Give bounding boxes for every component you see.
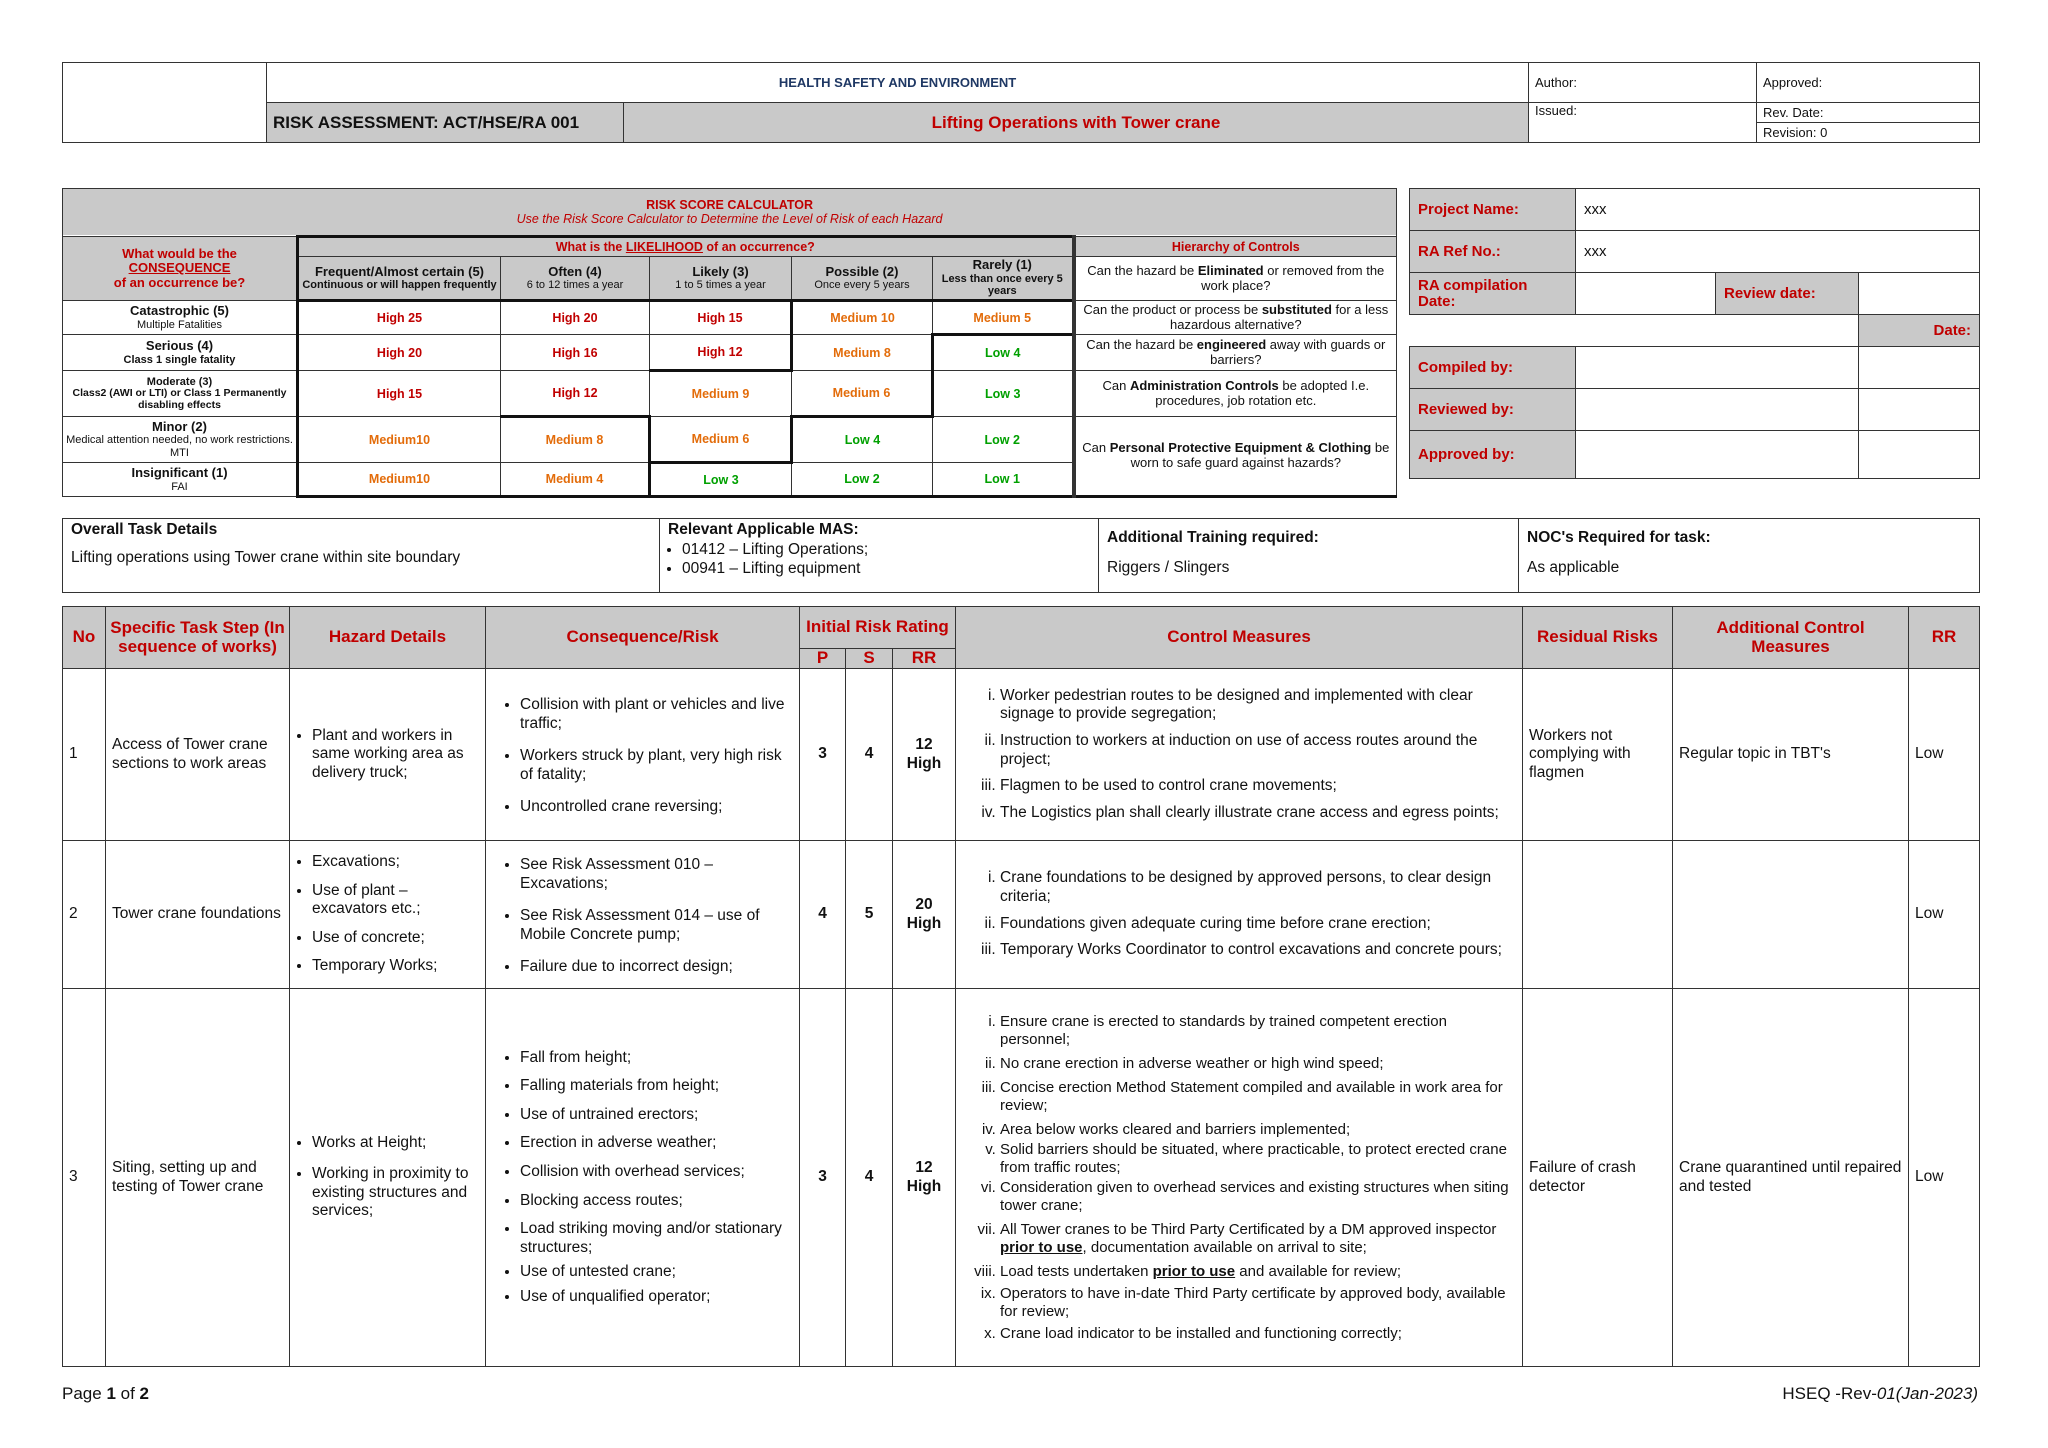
control-item: ii. Foundations given adequate curing time before crane erection; bbox=[1000, 915, 1516, 934]
row-no: 2 bbox=[63, 841, 106, 989]
control-emphasis: prior to use bbox=[1000, 1238, 1083, 1256]
row-s: 5 bbox=[846, 841, 893, 989]
matrix-cell: Low 4 bbox=[792, 417, 933, 463]
consequence-4-sub: Class 1 single fatality bbox=[123, 353, 236, 366]
consequence-item: • Failure due to incorrect design; bbox=[520, 958, 793, 977]
matrix-cell: High 25 bbox=[298, 301, 501, 335]
calculator-title: RISK SCORE CALCULATOR bbox=[646, 198, 813, 212]
consequence-item: • See Risk Assessment 014 – use of Mobile Concrete pump; bbox=[520, 907, 793, 944]
matrix-cell: Medium 8 bbox=[792, 335, 933, 371]
matrix-cell: Low 1 bbox=[933, 463, 1074, 497]
likelihood-4-sub: 6 to 12 times a year bbox=[526, 279, 624, 292]
hierarchy-item-engineer bbox=[1074, 335, 1397, 371]
risk-table bbox=[62, 606, 1980, 1367]
row-residual: Workers not complying with flagmen bbox=[1523, 669, 1673, 841]
matrix-cell: Medium 6 bbox=[650, 417, 792, 463]
compilation-date-label: RA compilation Date: bbox=[1410, 273, 1576, 315]
matrix-cell: Medium 9 bbox=[650, 371, 792, 417]
matrix-cell: Medium 8 bbox=[501, 417, 650, 463]
table-row bbox=[63, 669, 1980, 841]
consequence-question-line-3: of an occurrence be? bbox=[113, 274, 246, 290]
rr-number: 12 bbox=[915, 1158, 933, 1176]
col-initial-rating: Initial Risk Rating bbox=[800, 607, 956, 649]
control-item: i. Ensure crane is erected to standards by trained competent erection personnel; bbox=[1000, 1013, 1516, 1049]
col-control: Control Measures bbox=[956, 607, 1523, 669]
col-rr: RR bbox=[1909, 607, 1980, 669]
matrix-cell: Low 2 bbox=[933, 417, 1074, 463]
training-cell bbox=[1099, 519, 1519, 593]
likelihood-2 bbox=[792, 257, 933, 301]
row-s: 4 bbox=[846, 669, 893, 841]
project-name-value: xxx bbox=[1576, 189, 1980, 231]
control-item: iv. Area below works cleared and barriers implemented; bbox=[1000, 1121, 1516, 1139]
row-consequences bbox=[486, 841, 800, 989]
consequence-item: • Erection in adverse weather; bbox=[520, 1134, 793, 1153]
consequence-item: • See Risk Assessment 010 – Excavations; bbox=[520, 856, 793, 893]
reviewed-by-date bbox=[1859, 389, 1980, 431]
total-pages: 2 bbox=[139, 1384, 149, 1403]
col-step: Specific Task Step (In sequence of works) bbox=[106, 607, 290, 669]
consequence-1-sub: FAI bbox=[171, 480, 188, 493]
hierarchy-text: Can bbox=[1082, 440, 1110, 456]
hierarchy-item-substitute bbox=[1074, 301, 1397, 335]
rev-date-field: Rev. Date: bbox=[1757, 103, 1980, 123]
hazard-item: • Use of plant – excavators etc.; bbox=[312, 882, 479, 919]
control-item: iii. Concise erection Method Statement compiled and available in work area for review; bbox=[1000, 1079, 1516, 1115]
hierarchy-keyword: Personal Protective Equipment & Clothing bbox=[1109, 440, 1372, 456]
control-item: iv. The Logistics plan shall clearly illustrate crane access and egress points; bbox=[1000, 804, 1516, 823]
matrix-cell: Medium 6 bbox=[792, 371, 933, 417]
date-spacer bbox=[1410, 315, 1859, 347]
row-additional: Regular topic in TBT's bbox=[1673, 669, 1909, 841]
ra-ref-label: RA Ref No.: bbox=[1410, 231, 1576, 273]
likelihood-question-c: of an occurrence? bbox=[702, 240, 815, 254]
likelihood-2-sub: Once every 5 years bbox=[814, 279, 910, 292]
consequence-5-main: Catastrophic (5) bbox=[130, 303, 229, 319]
approved-by-value bbox=[1576, 431, 1859, 479]
consequence-1-main: Insignificant (1) bbox=[131, 465, 228, 481]
likelihood-4-main: Often (4) bbox=[548, 263, 602, 279]
consequence-item: • Falling materials from height; bbox=[520, 1077, 793, 1096]
likelihood-question-b: LIKELIHOOD bbox=[625, 240, 703, 254]
hierarchy-title: Hierarchy of Controls bbox=[1074, 237, 1397, 257]
row-controls bbox=[956, 989, 1523, 1367]
consequence-item: • Use of unqualified operator; bbox=[520, 1288, 793, 1307]
mas-list bbox=[668, 541, 1090, 578]
row-additional: Crane quarantined until repaired and tested bbox=[1673, 989, 1909, 1367]
approved-by-label: Approved by: bbox=[1410, 431, 1576, 479]
likelihood-4 bbox=[501, 257, 650, 301]
control-item: ii. No crane erection in adverse weather or high wind speed; bbox=[1000, 1055, 1516, 1073]
row-s: 4 bbox=[846, 989, 893, 1367]
hierarchy-text: away with guards or barriers? bbox=[1210, 336, 1386, 367]
matrix-cell: High 20 bbox=[298, 335, 501, 371]
consequence-3 bbox=[63, 371, 298, 417]
hierarchy-keyword: Administration Controls bbox=[1129, 377, 1279, 393]
row-rr-initial bbox=[893, 841, 956, 989]
hierarchy-item-ppe bbox=[1074, 417, 1397, 497]
revision-footer bbox=[1782, 1384, 1978, 1404]
control-item: v. Solid barriers should be situated, where practicable, to protect erected crane from traffic routes; bbox=[1000, 1141, 1516, 1177]
consequence-item: • Collision with overhead services; bbox=[520, 1163, 793, 1182]
noc-label: NOC's Required for task: bbox=[1527, 529, 1711, 546]
row-rr-initial bbox=[893, 989, 956, 1367]
document-header bbox=[62, 62, 1980, 143]
consequence-item: • Use of untested crane; bbox=[520, 1263, 793, 1282]
mas-item: • 00941 – Lifting equipment bbox=[682, 560, 1090, 578]
table-row bbox=[63, 989, 1980, 1367]
consequence-5 bbox=[63, 301, 298, 335]
likelihood-1 bbox=[933, 257, 1074, 301]
row-hazards bbox=[290, 669, 486, 841]
consequence-1 bbox=[63, 463, 298, 497]
compiled-by-value bbox=[1576, 347, 1859, 389]
mas-cell bbox=[660, 519, 1099, 593]
hazard-item: • Use of concrete; bbox=[312, 929, 479, 948]
consequence-question-line-2: CONSEQUENCE bbox=[128, 260, 231, 276]
col-no: No bbox=[63, 607, 106, 669]
matrix-cell: Low 4 bbox=[933, 335, 1074, 371]
mas-item: • 01412 – Lifting Operations; bbox=[682, 541, 1090, 559]
likelihood-5-sub: Continuous or will happen frequently bbox=[302, 279, 497, 292]
control-text: and available for review; bbox=[1235, 1262, 1402, 1280]
row-p: 3 bbox=[800, 669, 846, 841]
hierarchy-text: for a less hazardous alternative? bbox=[1170, 301, 1389, 332]
logo-placeholder bbox=[63, 63, 267, 143]
hierarchy-text: be worn to safe guard against hazards? bbox=[1130, 440, 1390, 470]
likelihood-3 bbox=[650, 257, 792, 301]
review-date-label: Review date: bbox=[1716, 273, 1859, 315]
likelihood-2-main: Possible (2) bbox=[825, 263, 899, 279]
consequence-2 bbox=[63, 417, 298, 463]
hierarchy-keyword: Eliminated bbox=[1197, 262, 1264, 278]
row-consequences bbox=[486, 669, 800, 841]
page-label: Page bbox=[62, 1384, 107, 1403]
consequence-item: • Workers struck by plant, very high risk of fatality; bbox=[520, 747, 793, 784]
row-consequences bbox=[486, 989, 800, 1367]
likelihood-3-main: Likely (3) bbox=[692, 263, 749, 279]
consequence-item: • Fall from height; bbox=[520, 1049, 793, 1068]
hazard-item: • Working in proximity to existing structures and services; bbox=[312, 1165, 479, 1221]
matrix-cell: Medium 4 bbox=[501, 463, 650, 497]
revision-prefix: HSEQ -Rev- bbox=[1782, 1384, 1877, 1403]
control-text: , documentation available on arrival to site; bbox=[1082, 1238, 1367, 1256]
row-hazards bbox=[290, 841, 486, 989]
overall-task-cell bbox=[63, 519, 660, 593]
compiled-by-date bbox=[1859, 347, 1980, 389]
ra-ref-value: xxx bbox=[1576, 231, 1980, 273]
col-rr-initial: RR bbox=[893, 649, 956, 669]
control-item: x. Crane load indicator to be installed and functioning correctly; bbox=[1000, 1325, 1516, 1343]
reviewed-by-value bbox=[1576, 389, 1859, 431]
calculator-title-block bbox=[63, 189, 1397, 237]
control-item: ii. Instruction to workers at induction on use of access routes around the project; bbox=[1000, 732, 1516, 769]
control-emphasis: prior to use bbox=[1152, 1262, 1236, 1280]
noc-value: As applicable bbox=[1527, 559, 1620, 576]
matrix-cell: High 12 bbox=[501, 371, 650, 417]
likelihood-question-a: What is the bbox=[555, 240, 626, 254]
issued-field: Issued: bbox=[1529, 103, 1757, 143]
likelihood-1-sub: Less than once every 5 years bbox=[941, 272, 1063, 298]
control-item: vi. Consideration given to overhead services and existing structures when siting tower crane; bbox=[1000, 1179, 1516, 1215]
hazard-item: • Plant and workers in same working area as delivery truck; bbox=[312, 727, 479, 783]
consequence-2-main: Minor (2) bbox=[152, 418, 207, 434]
row-additional bbox=[1673, 841, 1909, 989]
consequence-item: • Load striking moving and/or stationary structures; bbox=[520, 1220, 793, 1257]
hierarchy-text: or removed from the work place? bbox=[1201, 262, 1385, 293]
risk-assessment-ref: RISK ASSESSMENT: ACT/HSE/RA 001 bbox=[267, 103, 624, 143]
hierarchy-text: Can the hazard be bbox=[1087, 262, 1198, 278]
matrix-cell: High 15 bbox=[298, 371, 501, 417]
row-rr: Low bbox=[1909, 841, 1980, 989]
row-rr: Low bbox=[1909, 989, 1980, 1367]
matrix-cell: High 12 bbox=[650, 335, 792, 371]
col-p: P bbox=[800, 649, 846, 669]
approved-by-date bbox=[1859, 431, 1980, 479]
approved-field: Approved: bbox=[1757, 63, 1980, 103]
compiled-by-label: Compiled by: bbox=[1410, 347, 1576, 389]
consequence-3-main: Moderate (3) bbox=[146, 375, 213, 388]
overall-task-value: Lifting operations using Tower crane within site boundary bbox=[71, 549, 461, 566]
hierarchy-item-administration bbox=[1074, 371, 1397, 417]
calculator-subtitle: Use the Risk Score Calculator to Determine the Level of Risk of each Hazard bbox=[516, 212, 943, 226]
training-label: Additional Training required: bbox=[1107, 529, 1319, 546]
control-item: iii. Temporary Works Coordinator to control excavations and concrete pours; bbox=[1000, 941, 1516, 960]
matrix-cell: Medium10 bbox=[298, 463, 501, 497]
training-value: Riggers / Slingers bbox=[1107, 559, 1230, 576]
matrix-cell: High 15 bbox=[650, 301, 792, 335]
consequence-3-sub: Class2 (AWI or LTI) or Class 1 Permanently disabling effects bbox=[72, 386, 287, 411]
hierarchy-item-eliminate bbox=[1074, 257, 1397, 301]
likelihood-question bbox=[298, 237, 1074, 257]
task-details bbox=[62, 518, 1980, 593]
hierarchy-text: Can bbox=[1102, 377, 1130, 393]
author-field: Author: bbox=[1529, 63, 1757, 103]
likelihood-3-sub: 1 to 5 times a year bbox=[675, 279, 766, 292]
hazard-item: • Excavations; bbox=[312, 853, 479, 872]
compilation-date-value bbox=[1576, 273, 1716, 315]
revision-code: 01(Jan-2023) bbox=[1876, 1384, 1978, 1403]
control-text: All Tower cranes to be Third Party Certificated by a DM approved inspector bbox=[1000, 1220, 1497, 1238]
control-item bbox=[1000, 1263, 1516, 1281]
col-additional: Additional Control Measures bbox=[1673, 607, 1909, 669]
control-item: i. Crane foundations to be designed by approved persons, to clear design criteria; bbox=[1000, 869, 1516, 906]
matrix-cell: Medium 5 bbox=[933, 301, 1074, 335]
row-step: Siting, setting up and testing of Tower crane bbox=[106, 989, 290, 1367]
consequence-2-sub: Medical attention needed, no work restrictions. MTI bbox=[66, 434, 293, 459]
project-name-label: Project Name: bbox=[1410, 189, 1576, 231]
hierarchy-text: Can the hazard be bbox=[1086, 336, 1197, 352]
matrix-cell: Low 3 bbox=[650, 463, 792, 497]
control-item: iii. Flagmen to be used to control crane movements; bbox=[1000, 777, 1516, 796]
department-title: HEALTH SAFETY AND ENVIRONMENT bbox=[267, 63, 1529, 103]
row-hazards bbox=[290, 989, 486, 1367]
row-controls bbox=[956, 669, 1523, 841]
matrix-cell: Low 2 bbox=[792, 463, 933, 497]
document-title: Lifting Operations with Tower crane bbox=[624, 103, 1529, 143]
col-s: S bbox=[846, 649, 893, 669]
consequence-item: • Use of untrained erectors; bbox=[520, 1106, 793, 1125]
row-step: Access of Tower crane sections to work areas bbox=[106, 669, 290, 841]
hazard-item: • Temporary Works; bbox=[312, 957, 479, 976]
row-p: 4 bbox=[800, 841, 846, 989]
consequence-item: • Uncontrolled crane reversing; bbox=[520, 798, 793, 817]
row-residual bbox=[1523, 841, 1673, 989]
consequence-question-line-1: What would be the bbox=[122, 245, 237, 261]
rr-number: 12 bbox=[915, 735, 933, 753]
row-no: 1 bbox=[63, 669, 106, 841]
rr-number: 20 bbox=[915, 895, 933, 913]
page-number bbox=[62, 1384, 149, 1404]
matrix-cell: High 16 bbox=[501, 335, 650, 371]
revision-field: Revision: 0 bbox=[1757, 123, 1980, 143]
overall-task-label: Overall Task Details bbox=[71, 521, 218, 538]
row-step: Tower crane foundations bbox=[106, 841, 290, 989]
rr-level: High bbox=[906, 1177, 942, 1195]
matrix-cell: Medium10 bbox=[298, 417, 501, 463]
control-text: Load tests undertaken bbox=[1000, 1262, 1153, 1280]
rr-level: High bbox=[906, 754, 942, 772]
row-no: 3 bbox=[63, 989, 106, 1367]
hierarchy-keyword: substituted bbox=[1261, 301, 1332, 317]
consequence-item: • Blocking access routes; bbox=[520, 1192, 793, 1211]
row-controls bbox=[956, 841, 1523, 989]
risk-score-calculator bbox=[62, 188, 1397, 498]
hazard-item: • Works at Height; bbox=[312, 1134, 479, 1153]
consequence-item: • Collision with plant or vehicles and live traffic; bbox=[520, 696, 793, 733]
hierarchy-text: Can the product or process be bbox=[1083, 301, 1262, 317]
control-item: ix. Operators to have in-date Third Party certificate by approved body, available for review; bbox=[1000, 1285, 1516, 1321]
table-row bbox=[63, 841, 1980, 989]
consequence-4 bbox=[63, 335, 298, 371]
consequence-4-main: Serious (4) bbox=[145, 338, 214, 354]
review-date-value bbox=[1859, 273, 1980, 315]
consequence-question bbox=[63, 237, 298, 301]
matrix-cell: Low 3 bbox=[933, 371, 1074, 417]
rr-level: High bbox=[906, 914, 942, 932]
row-rr: Low bbox=[1909, 669, 1980, 841]
col-hazard: Hazard Details bbox=[290, 607, 486, 669]
hierarchy-text: be adopted I.e. procedures, job rotation etc. bbox=[1155, 377, 1370, 408]
row-p: 3 bbox=[800, 989, 846, 1367]
consequence-5-sub: Multiple Fatalities bbox=[137, 318, 222, 331]
reviewed-by-label: Reviewed by: bbox=[1410, 389, 1576, 431]
matrix-cell: Medium 10 bbox=[792, 301, 933, 335]
row-rr-initial bbox=[893, 669, 956, 841]
current-page: 1 bbox=[106, 1384, 116, 1403]
col-consequence: Consequence/Risk bbox=[486, 607, 800, 669]
control-item: i. Worker pedestrian routes to be designed and implemented with clear signage to provide segregation; bbox=[1000, 687, 1516, 724]
mas-label: Relevant Applicable MAS: bbox=[668, 521, 859, 538]
likelihood-1-main: Rarely (1) bbox=[972, 257, 1032, 273]
date-label: Date: bbox=[1859, 315, 1980, 347]
col-residual: Residual Risks bbox=[1523, 607, 1673, 669]
likelihood-5-main: Frequent/Almost certain (5) bbox=[314, 263, 485, 279]
hierarchy-keyword: engineered bbox=[1196, 336, 1267, 352]
matrix-cell: High 20 bbox=[501, 301, 650, 335]
page-of: of bbox=[115, 1384, 140, 1403]
likelihood-5 bbox=[298, 257, 501, 301]
row-residual: Failure of crash detector bbox=[1523, 989, 1673, 1367]
control-item bbox=[1000, 1221, 1516, 1257]
project-info bbox=[1409, 188, 1980, 479]
noc-cell bbox=[1519, 519, 1980, 593]
